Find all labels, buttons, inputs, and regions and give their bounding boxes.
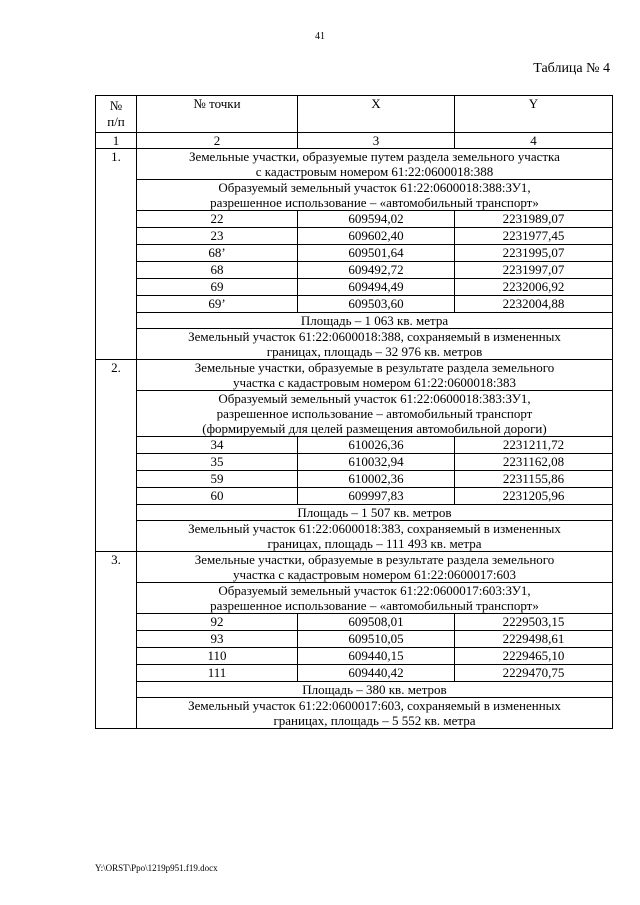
section-title	[137, 552, 613, 583]
plot-description-line: Образуемый земельный участок 61:22:0600018:383:ЗУ1,	[218, 391, 531, 406]
point-number: 92	[137, 614, 298, 631]
point-y: 2231205,96	[455, 488, 613, 505]
section-title-line: Земельные участки, образуемые в результате раздела земельного	[194, 360, 555, 375]
section-title-line: участка с кадастровым номером 61:22:0600017:603	[233, 567, 516, 582]
section-title-line: Земельные участки, образуемые в результате раздела земельного	[194, 552, 555, 567]
point-row	[96, 437, 613, 454]
point-y: 2231989,07	[455, 211, 613, 228]
point-number: 35	[137, 454, 298, 471]
retained-plot-line: границах, площадь – 5 552 кв. метра	[273, 713, 476, 728]
section-number: 2.	[96, 360, 137, 552]
plot-description-line: Образуемый земельный участок 61:22:0600018:388:ЗУ1,	[218, 180, 531, 195]
point-y: 2229503,15	[455, 614, 613, 631]
area-row	[96, 313, 613, 329]
area-row	[96, 505, 613, 521]
point-row	[96, 262, 613, 279]
plot-description-line: (формируемый для целей размещения автомобильной дороги)	[202, 421, 547, 436]
page-number: 41	[315, 31, 325, 42]
section-title-line: участка с кадастровым номером 61:22:0600018:383	[233, 375, 516, 390]
point-row	[96, 648, 613, 665]
retained-plot-line: границах, площадь – 32 976 кв. метров	[266, 344, 483, 359]
plot-description	[137, 583, 613, 614]
point-x: 609602,40	[298, 228, 455, 245]
point-number: 69’	[137, 296, 298, 313]
point-row	[96, 488, 613, 505]
area-text: Площадь – 1 507 кв. метров	[137, 505, 613, 521]
point-row	[96, 665, 613, 682]
retained-plot-line: Земельный участок 61:22:0600018:383, сохраняемый в измененных	[188, 521, 561, 536]
point-row	[96, 631, 613, 648]
footer-file-path: Y:\ORST\Ppo\1219p951.f19.docx	[95, 863, 218, 873]
column-number: 4	[455, 133, 613, 149]
plot-description-row	[96, 583, 613, 614]
point-x: 609997,83	[298, 488, 455, 505]
point-x: 609440,42	[298, 665, 455, 682]
point-number: 69	[137, 279, 298, 296]
point-row	[96, 211, 613, 228]
point-y: 2232004,88	[455, 296, 613, 313]
retained-plot-row	[96, 329, 613, 360]
retained-plot-line: Земельный участок 61:22:0600017:603, сохраняемый в измененных	[188, 698, 561, 713]
point-row	[96, 614, 613, 631]
retained-plot-row	[96, 698, 613, 729]
point-y: 2229498,61	[455, 631, 613, 648]
point-number: 59	[137, 471, 298, 488]
section-title-row	[96, 149, 613, 180]
retained-plot-text	[137, 521, 613, 552]
point-row	[96, 245, 613, 262]
header-row-number	[96, 96, 137, 133]
section-number: 1.	[96, 149, 137, 360]
header-x: X	[298, 96, 455, 133]
point-number: 93	[137, 631, 298, 648]
header-y: Y	[455, 96, 613, 133]
plot-description	[137, 180, 613, 211]
point-x: 610032,94	[298, 454, 455, 471]
point-y: 2232006,92	[455, 279, 613, 296]
point-number: 60	[137, 488, 298, 505]
point-x: 609510,05	[298, 631, 455, 648]
column-number: 2	[137, 133, 298, 149]
header-pp: п/п	[107, 114, 125, 129]
area-row	[96, 682, 613, 698]
point-x: 609503,60	[298, 296, 455, 313]
point-x: 609494,49	[298, 279, 455, 296]
retained-plot-line: границах, площадь – 111 493 кв. метра	[267, 536, 482, 551]
point-number: 110	[137, 648, 298, 665]
column-number: 3	[298, 133, 455, 149]
plot-description-row	[96, 391, 613, 437]
area-text: Площадь – 380 кв. метров	[137, 682, 613, 698]
plot-description-line: Образуемый земельный участок 61:22:0600017:603:ЗУ1,	[218, 583, 531, 598]
plot-description-line: разрешенное использование – «автомобильный транспорт»	[210, 598, 539, 613]
point-row	[96, 471, 613, 488]
table-header-row	[96, 96, 613, 133]
plot-description-line: разрешенное использование – автомобильный транспорт	[216, 406, 533, 421]
point-number: 68’	[137, 245, 298, 262]
header-point-number: № точки	[137, 96, 298, 133]
retained-plot-row	[96, 521, 613, 552]
point-x: 609501,64	[298, 245, 455, 262]
point-y: 2231997,07	[455, 262, 613, 279]
point-x: 610026,36	[298, 437, 455, 454]
point-y: 2231155,86	[455, 471, 613, 488]
section-number: 3.	[96, 552, 137, 729]
point-number: 34	[137, 437, 298, 454]
point-x: 609440,15	[298, 648, 455, 665]
point-y: 2231995,07	[455, 245, 613, 262]
plot-description-line: разрешенное использование – «автомобильный транспорт»	[210, 195, 539, 210]
point-row	[96, 279, 613, 296]
point-number: 111	[137, 665, 298, 682]
retained-plot-text	[137, 329, 613, 360]
point-x: 610002,36	[298, 471, 455, 488]
plot-description	[137, 391, 613, 437]
plot-description-row	[96, 180, 613, 211]
point-number: 23	[137, 228, 298, 245]
point-row	[96, 454, 613, 471]
section-title-row	[96, 552, 613, 583]
column-number: 1	[96, 133, 137, 149]
point-y: 2231211,72	[455, 437, 613, 454]
point-number: 68	[137, 262, 298, 279]
section-title-line: Земельные участки, образуемые путем раздела земельного участка	[189, 149, 560, 164]
point-x: 609594,02	[298, 211, 455, 228]
point-x: 609508,01	[298, 614, 455, 631]
point-y: 2231162,08	[455, 454, 613, 471]
point-row	[96, 228, 613, 245]
point-y: 2229470,75	[455, 665, 613, 682]
section-title-row	[96, 360, 613, 391]
point-row	[96, 296, 613, 313]
column-number-row	[96, 133, 613, 149]
point-y: 2229465,10	[455, 648, 613, 665]
coordinates-table	[95, 95, 613, 729]
retained-plot-line: Земельный участок 61:22:0600018:388, сохраняемый в измененных	[188, 329, 561, 344]
header-number-sign: №	[109, 98, 123, 113]
section-title	[137, 360, 613, 391]
point-x: 609492,72	[298, 262, 455, 279]
retained-plot-text	[137, 698, 613, 729]
area-text: Площадь – 1 063 кв. метра	[137, 313, 613, 329]
point-y: 2231977,45	[455, 228, 613, 245]
section-title-line: с кадастровым номером 61:22:0600018:388	[255, 164, 494, 179]
point-number: 22	[137, 211, 298, 228]
table-caption: Таблица № 4	[533, 61, 610, 76]
table-body	[96, 149, 613, 729]
section-title	[137, 149, 613, 180]
